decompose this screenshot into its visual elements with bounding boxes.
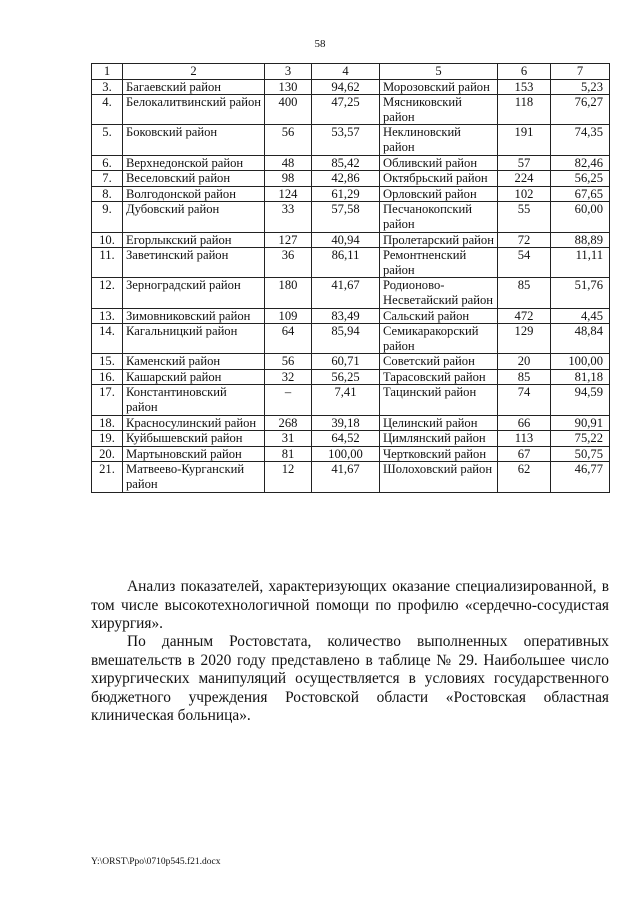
row-number-cell: 14. <box>92 324 123 354</box>
percent-cell: 61,29 <box>312 186 380 202</box>
district-name-cell: Белокалитвинский район <box>123 95 265 125</box>
percent-cell: 75,22 <box>551 431 610 447</box>
table-row <box>92 431 610 447</box>
row-number-cell: 13. <box>92 308 123 324</box>
percent-cell: 40,94 <box>312 232 380 248</box>
table-row <box>92 125 610 155</box>
row-number-cell: 11. <box>92 248 123 278</box>
header-cell: 3 <box>265 64 312 80</box>
count-cell: 20 <box>498 354 551 370</box>
row-number-cell: 19. <box>92 431 123 447</box>
district-name-cell: Зимовниковский район <box>123 308 265 324</box>
count-cell: 32 <box>265 369 312 385</box>
percent-cell: 46,77 <box>551 462 610 492</box>
count-cell: 57 <box>498 155 551 171</box>
table-row <box>92 232 610 248</box>
district-name-cell: Константиновский район <box>123 385 265 415</box>
district-name-cell: Красносулинский район <box>123 415 265 431</box>
paragraph-rostovstat <box>91 633 609 726</box>
count-cell: 127 <box>265 232 312 248</box>
district-name-cell: Тарасовский район <box>380 369 498 385</box>
percent-cell: 39,18 <box>312 415 380 431</box>
count-cell: 74 <box>498 385 551 415</box>
count-cell: 48 <box>265 155 312 171</box>
percent-cell: 51,76 <box>551 278 610 308</box>
percent-cell: 11,11 <box>551 248 610 278</box>
count-cell: 85 <box>498 278 551 308</box>
district-name-cell: Егорлыкский район <box>123 232 265 248</box>
percent-cell: 67,65 <box>551 186 610 202</box>
count-cell: 62 <box>498 462 551 492</box>
percent-cell: 85,42 <box>312 155 380 171</box>
page-number: 58 <box>314 38 326 50</box>
district-name-cell: Чертковский район <box>380 446 498 462</box>
table-row <box>92 354 610 370</box>
table-row <box>92 186 610 202</box>
count-cell: 268 <box>265 415 312 431</box>
district-name-cell: Ремонтненский район <box>380 248 498 278</box>
count-cell: 129 <box>498 324 551 354</box>
count-cell: 72 <box>498 232 551 248</box>
count-cell: 400 <box>265 95 312 125</box>
district-name-cell: Морозовский район <box>380 79 498 95</box>
row-number-cell: 16. <box>92 369 123 385</box>
percent-cell: 94,62 <box>312 79 380 95</box>
district-name-cell: Дубовский район <box>123 202 265 232</box>
percent-cell: 57,58 <box>312 202 380 232</box>
percent-cell: 88,89 <box>551 232 610 248</box>
count-cell: 180 <box>265 278 312 308</box>
district-name-cell: Песчанокопский район <box>380 202 498 232</box>
count-cell: 118 <box>498 95 551 125</box>
district-name-cell: Матвеево-Курганский район <box>123 462 265 492</box>
percent-cell: 100,00 <box>312 446 380 462</box>
percent-cell: 60,71 <box>312 354 380 370</box>
count-cell: 130 <box>265 79 312 95</box>
district-name-cell: Семикаракорский район <box>380 324 498 354</box>
row-number-cell: 5. <box>92 125 123 155</box>
district-name-cell: Кагальницкий район <box>123 324 265 354</box>
header-cell: 7 <box>551 64 610 80</box>
count-cell: 85 <box>498 369 551 385</box>
percent-cell: 5,23 <box>551 79 610 95</box>
district-name-cell: Волгодонской район <box>123 186 265 202</box>
header-cell: 6 <box>498 64 551 80</box>
count-cell: 109 <box>265 308 312 324</box>
percent-cell: 42,86 <box>312 171 380 187</box>
count-cell: 124 <box>265 186 312 202</box>
count-cell: 54 <box>498 248 551 278</box>
row-number-cell: 6. <box>92 155 123 171</box>
count-cell: 153 <box>498 79 551 95</box>
percent-cell: 85,94 <box>312 324 380 354</box>
header-cell: 4 <box>312 64 380 80</box>
row-number-cell: 18. <box>92 415 123 431</box>
district-name-cell: Каменский район <box>123 354 265 370</box>
count-cell: 36 <box>265 248 312 278</box>
count-cell: 113 <box>498 431 551 447</box>
count-cell: 31 <box>265 431 312 447</box>
district-name-cell: Цимлянский район <box>380 431 498 447</box>
percent-cell: 90,91 <box>551 415 610 431</box>
table-row <box>92 385 610 415</box>
district-name-cell: Тацинский район <box>380 385 498 415</box>
district-name-cell: Багаевский район <box>123 79 265 95</box>
percent-cell: 7,41 <box>312 385 380 415</box>
districts-table <box>91 63 610 493</box>
percent-cell: 47,25 <box>312 95 380 125</box>
count-cell: 102 <box>498 186 551 202</box>
count-cell: – <box>265 385 312 415</box>
district-name-cell: Целинский район <box>380 415 498 431</box>
percent-cell: 86,11 <box>312 248 380 278</box>
percent-cell: 60,00 <box>551 202 610 232</box>
district-name-cell: Орловский район <box>380 186 498 202</box>
percent-cell: 76,27 <box>551 95 610 125</box>
row-number-cell: 7. <box>92 171 123 187</box>
district-name-cell: Верхнедонской район <box>123 155 265 171</box>
table-row <box>92 308 610 324</box>
district-name-cell: Октябрьский район <box>380 171 498 187</box>
row-number-cell: 17. <box>92 385 123 415</box>
district-name-cell: Мясниковский район <box>380 95 498 125</box>
percent-cell: 64,52 <box>312 431 380 447</box>
row-number-cell: 15. <box>92 354 123 370</box>
table-header-row <box>92 64 610 80</box>
percent-cell: 41,67 <box>312 462 380 492</box>
percent-cell: 41,67 <box>312 278 380 308</box>
table-row <box>92 171 610 187</box>
count-cell: 224 <box>498 171 551 187</box>
district-name-cell: Родионово-Несветайский район <box>380 278 498 308</box>
header-cell: 2 <box>123 64 265 80</box>
table-row <box>92 95 610 125</box>
percent-cell: 94,59 <box>551 385 610 415</box>
district-name-cell: Боковский район <box>123 125 265 155</box>
table-row <box>92 324 610 354</box>
row-number-cell: 10. <box>92 232 123 248</box>
table-row <box>92 415 610 431</box>
count-cell: 67 <box>498 446 551 462</box>
header-cell: 1 <box>92 64 123 80</box>
table-row <box>92 202 610 232</box>
district-name-cell: Заветинский район <box>123 248 265 278</box>
row-number-cell: 20. <box>92 446 123 462</box>
file-path-footer: Y:\ORST\Ppo\0710p545.f21.docx <box>91 857 221 867</box>
paragraph-analysis <box>91 578 609 634</box>
row-number-cell: 9. <box>92 202 123 232</box>
district-name-cell: Пролетарский район <box>380 232 498 248</box>
percent-cell: 56,25 <box>312 369 380 385</box>
count-cell: 98 <box>265 171 312 187</box>
percent-cell: 81,18 <box>551 369 610 385</box>
district-name-cell: Неклиновский район <box>380 125 498 155</box>
district-name-cell: Шолоховский район <box>380 462 498 492</box>
count-cell: 81 <box>265 446 312 462</box>
count-cell: 33 <box>265 202 312 232</box>
header-cell: 5 <box>380 64 498 80</box>
table-row <box>92 369 610 385</box>
district-name-cell: Обливский район <box>380 155 498 171</box>
count-cell: 56 <box>265 354 312 370</box>
district-name-cell: Сальский район <box>380 308 498 324</box>
count-cell: 12 <box>265 462 312 492</box>
table-row <box>92 446 610 462</box>
row-number-cell: 3. <box>92 79 123 95</box>
percent-cell: 56,25 <box>551 171 610 187</box>
paragraph-text: Анализ показателей, характеризующих оказание специализированной, в том числе высокотехнологичной помощи по профилю «сердечно-сосудистая хирургия». <box>91 578 609 633</box>
district-name-cell: Веселовский район <box>123 171 265 187</box>
count-cell: 55 <box>498 202 551 232</box>
district-name-cell: Кашарский район <box>123 369 265 385</box>
table-row <box>92 462 610 492</box>
percent-cell: 4,45 <box>551 308 610 324</box>
count-cell: 64 <box>265 324 312 354</box>
row-number-cell: 12. <box>92 278 123 308</box>
district-name-cell: Советский район <box>380 354 498 370</box>
district-name-cell: Мартыновский район <box>123 446 265 462</box>
paragraph-text: По данным Ростовстата, количество выполненных оперативных вмешательств в 2020 году представлено в таблице № 29. Наибольшее число хирургических манипуляций осуществляется в условиях государственного бюджетного учреждения Ростовской области «Ростовская областная клиническая больница». <box>91 633 609 725</box>
table-row <box>92 278 610 308</box>
table-row <box>92 79 610 95</box>
percent-cell: 53,57 <box>312 125 380 155</box>
percent-cell: 82,46 <box>551 155 610 171</box>
percent-cell: 83,49 <box>312 308 380 324</box>
percent-cell: 74,35 <box>551 125 610 155</box>
count-cell: 66 <box>498 415 551 431</box>
count-cell: 191 <box>498 125 551 155</box>
row-number-cell: 21. <box>92 462 123 492</box>
percent-cell: 50,75 <box>551 446 610 462</box>
table-row <box>92 155 610 171</box>
count-cell: 472 <box>498 308 551 324</box>
table-row <box>92 248 610 278</box>
row-number-cell: 4. <box>92 95 123 125</box>
percent-cell: 48,84 <box>551 324 610 354</box>
percent-cell: 100,00 <box>551 354 610 370</box>
district-name-cell: Куйбышевский район <box>123 431 265 447</box>
district-name-cell: Зерноградский район <box>123 278 265 308</box>
count-cell: 56 <box>265 125 312 155</box>
row-number-cell: 8. <box>92 186 123 202</box>
